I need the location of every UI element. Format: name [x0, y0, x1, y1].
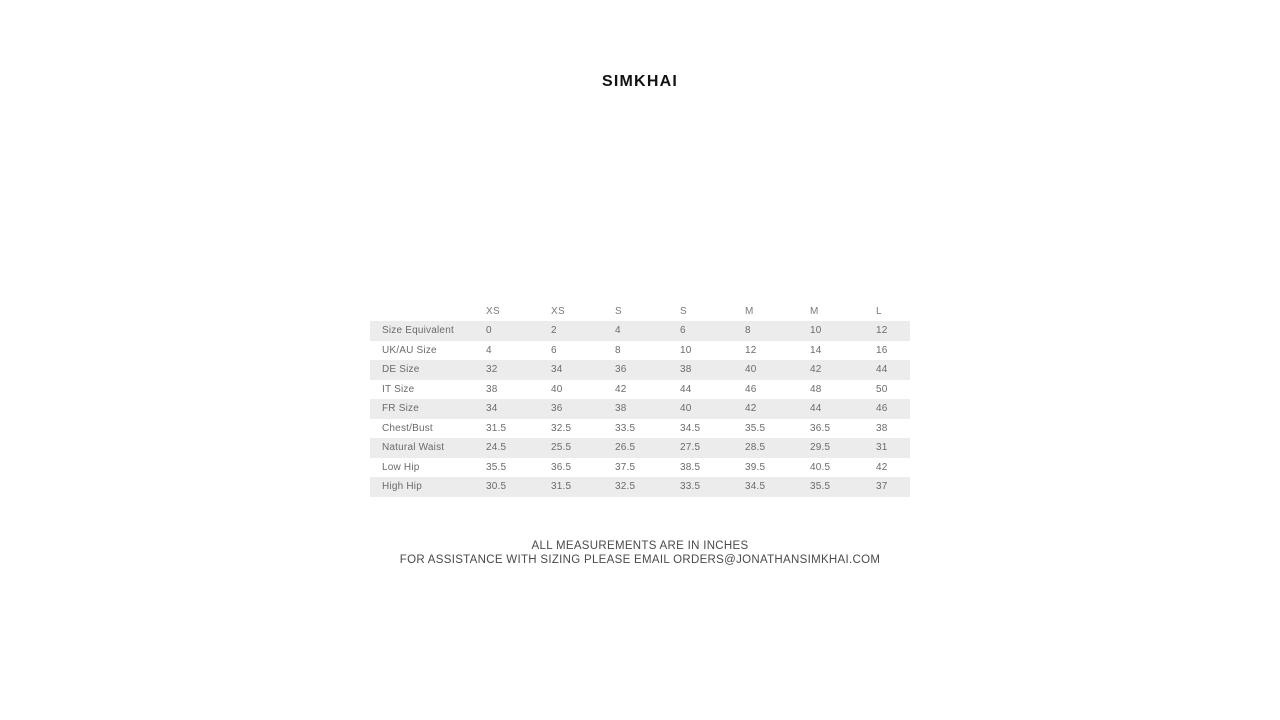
column-header	[370, 301, 486, 321]
size-value-cell: 31.5	[551, 481, 572, 493]
size-value-cell: 38	[486, 383, 498, 395]
size-value-cell: 16	[876, 344, 888, 356]
size-chart-table	[370, 301, 910, 497]
table-row	[370, 419, 910, 439]
size-value-cell: 31	[876, 442, 888, 454]
size-value-cell: 46	[876, 403, 888, 415]
size-value-cell: 42	[615, 383, 627, 395]
size-value-cell: 34	[486, 403, 498, 415]
row-label: Low Hip	[382, 461, 420, 473]
measurements-units-note: ALL MEASUREMENTS ARE IN INCHES	[531, 540, 749, 552]
column-header: XS	[486, 305, 500, 317]
size-value-cell: 12	[745, 344, 757, 356]
row-label: High Hip	[382, 481, 422, 493]
size-value-cell: 37	[876, 481, 888, 493]
size-value-cell: 40	[680, 403, 692, 415]
size-value-cell: 6	[551, 344, 557, 356]
row-label: UK/AU Size	[382, 344, 437, 356]
size-value-cell: 48	[810, 383, 822, 395]
table-row	[370, 360, 910, 380]
size-chart-header-row	[370, 301, 910, 321]
size-value-cell: 34.5	[745, 481, 766, 493]
table-row	[370, 399, 910, 419]
size-value-cell: 8	[615, 344, 621, 356]
size-value-cell: 44	[876, 364, 888, 376]
size-value-cell: 37.5	[615, 461, 636, 473]
size-value-cell: 38	[876, 422, 888, 434]
column-header: M	[810, 305, 819, 317]
row-label: Natural Waist	[382, 442, 445, 454]
size-value-cell: 40	[745, 364, 757, 376]
size-value-cell: 32.5	[551, 422, 572, 434]
table-row	[370, 438, 910, 458]
size-value-cell: 32.5	[615, 481, 636, 493]
size-value-cell: 2	[551, 325, 557, 337]
table-row	[370, 341, 910, 361]
size-value-cell: 14	[810, 344, 822, 356]
size-value-cell: 25.5	[551, 442, 572, 454]
size-value-cell: 4	[615, 325, 621, 337]
size-value-cell: 0	[486, 325, 492, 337]
table-row	[370, 458, 910, 478]
size-value-cell: 42	[876, 461, 888, 473]
size-value-cell: 10	[810, 325, 822, 337]
column-header: XS	[551, 305, 565, 317]
size-value-cell: 36.5	[810, 422, 831, 434]
size-value-cell: 33.5	[615, 422, 636, 434]
size-value-cell: 35.5	[745, 422, 766, 434]
column-header: L	[876, 305, 882, 317]
size-value-cell: 44	[680, 383, 692, 395]
brand-logo: SIMKHAI	[602, 73, 678, 90]
table-row	[370, 321, 910, 341]
size-value-cell: 31.5	[486, 422, 507, 434]
size-value-cell: 39.5	[745, 461, 766, 473]
size-value-cell: 50	[876, 383, 888, 395]
size-value-cell: 24.5	[486, 442, 507, 454]
size-chart-body	[370, 321, 910, 497]
size-value-cell: 35.5	[810, 481, 831, 493]
size-value-cell: 8	[745, 325, 751, 337]
column-header: S	[680, 305, 687, 317]
size-value-cell: 26.5	[615, 442, 636, 454]
row-label: DE Size	[382, 364, 420, 376]
footer-note	[0, 539, 1280, 567]
size-value-cell: 36	[551, 403, 563, 415]
size-value-cell: 32	[486, 364, 498, 376]
size-value-cell: 44	[810, 403, 822, 415]
size-value-cell: 38.5	[680, 461, 701, 473]
size-value-cell: 6	[680, 325, 686, 337]
size-value-cell: 33.5	[680, 481, 701, 493]
size-value-cell: 30.5	[486, 481, 507, 493]
size-value-cell: 34.5	[680, 422, 701, 434]
size-value-cell: 38	[680, 364, 692, 376]
size-value-cell: 46	[745, 383, 757, 395]
size-value-cell: 28.5	[745, 442, 766, 454]
size-value-cell: 4	[486, 344, 492, 356]
size-value-cell: 36.5	[551, 461, 572, 473]
column-header: S	[615, 305, 622, 317]
size-value-cell: 42	[810, 364, 822, 376]
size-value-cell: 42	[745, 403, 757, 415]
size-value-cell: 10	[680, 344, 692, 356]
row-label: Size Equivalent	[382, 325, 454, 337]
row-label: FR Size	[382, 403, 419, 415]
column-header: M	[745, 305, 754, 317]
size-value-cell: 27.5	[680, 442, 701, 454]
size-value-cell: 36	[615, 364, 627, 376]
row-label: Chest/Bust	[382, 422, 433, 434]
table-row	[370, 477, 910, 497]
size-value-cell: 40.5	[810, 461, 831, 473]
size-value-cell: 34	[551, 364, 563, 376]
row-label: IT Size	[382, 383, 415, 395]
size-value-cell: 35.5	[486, 461, 507, 473]
size-value-cell: 29.5	[810, 442, 831, 454]
sizing-assistance-note: FOR ASSISTANCE WITH SIZING PLEASE EMAIL ORDERS@JONATHANSIMKHAI.COM	[399, 554, 881, 566]
table-row	[370, 380, 910, 400]
size-value-cell: 38	[615, 403, 627, 415]
size-value-cell: 40	[551, 383, 563, 395]
size-value-cell: 12	[876, 325, 888, 337]
